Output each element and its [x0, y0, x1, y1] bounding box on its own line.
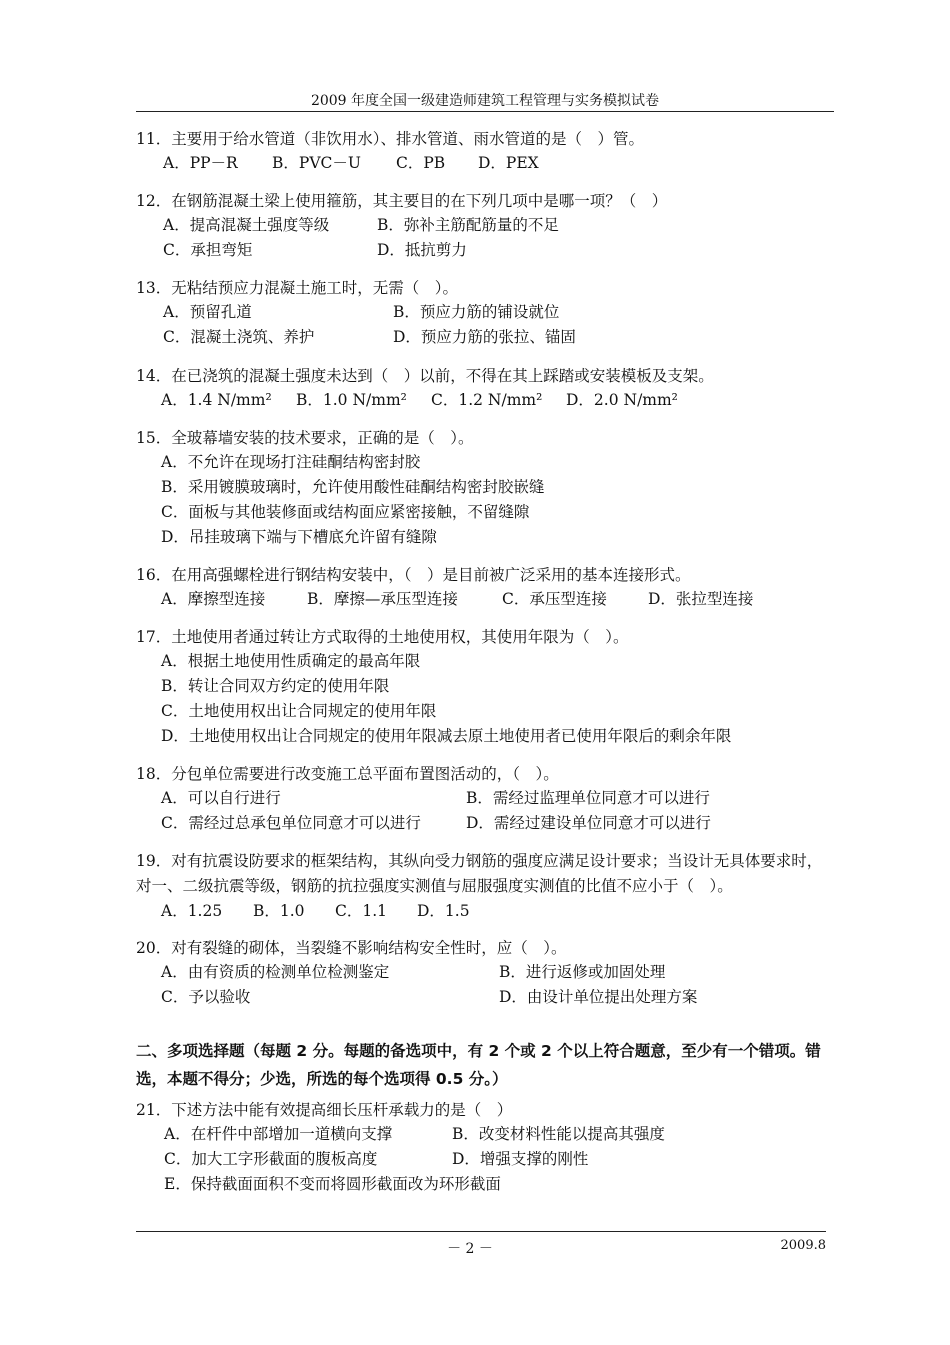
option-c: C．PB — [396, 154, 446, 172]
question-stem — [136, 426, 836, 450]
question-text: 在钢筋混凝土梁上使用箍筋，其主要目的在下列几项中是哪一项？（ ） — [171, 192, 668, 210]
option-a: A．可以自行进行 — [161, 789, 281, 807]
option-a: A．PP－R — [163, 154, 238, 172]
question-number: 11． — [136, 130, 172, 148]
question-stem — [136, 563, 836, 587]
option-c: C．需经过总承包单位同意才可以进行 — [161, 814, 421, 832]
option-a: A．不允许在现场打注硅酮结构密封胶 — [161, 453, 421, 471]
option-c: C．承压型连接 — [502, 590, 607, 608]
question-stem — [136, 625, 836, 649]
question-stem — [136, 762, 836, 786]
options-row — [136, 587, 836, 612]
options-row — [136, 960, 836, 985]
option-d: D．由设计单位提出处理方案 — [499, 988, 698, 1006]
page-header-title: 2009 年度全国一级建造师建筑工程管理与实务模拟试卷 — [310, 93, 660, 109]
question-16 — [136, 563, 836, 612]
option-b: B．1.0 N/mm² — [296, 391, 407, 409]
question-number: 20． — [136, 939, 172, 957]
option-a: A．1.4 N/mm² — [161, 391, 272, 409]
option-a: A．由有资质的检测单位检测鉴定 — [161, 963, 390, 981]
question-stem — [136, 1098, 836, 1122]
options-row — [136, 811, 836, 836]
question-text: 全玻幕墙安装的技术要求，正确的是（ ）。 — [171, 429, 474, 447]
question-number: 12． — [136, 192, 172, 210]
options-row — [136, 151, 836, 176]
option-a: A．根据土地使用性质确定的最高年限 — [161, 652, 421, 670]
option-c: C．1.2 N/mm² — [431, 391, 543, 409]
footer-date: 2009.8 — [780, 1238, 826, 1253]
question-17 — [136, 625, 836, 749]
options-row — [136, 786, 836, 811]
option-a: A．提高混凝土强度等级 — [163, 216, 330, 234]
option-a: A．预留孔道 — [163, 303, 252, 321]
option-d: D．1.5 — [417, 902, 470, 920]
question-number: 17． — [136, 628, 172, 646]
question-14 — [136, 364, 836, 413]
question-stem — [136, 276, 836, 300]
option-a: A．1.25 — [161, 902, 223, 920]
option-b: B．进行返修或加固处理 — [499, 963, 666, 981]
option-e: E．保持截面面积不变而将圆形截面改为环形截面 — [164, 1175, 501, 1193]
option-c: C．1.1 — [335, 902, 388, 920]
question-12 — [136, 189, 836, 263]
option-d: D．需经过建设单位同意才可以进行 — [466, 814, 711, 832]
question-text: 土地使用者通过转让方式取得的土地使用权，其使用年限为（ ）。 — [171, 628, 629, 646]
options-row — [136, 213, 836, 238]
option-d: D．抵抗剪力 — [377, 241, 467, 259]
option-d: D．土地使用权出让合同规定的使用年限减去原土地使用者已使用年限后的剩余年限 — [161, 727, 732, 745]
option-d: D．吊挂玻璃下端与下槽底允许留有缝隙 — [161, 528, 437, 546]
options-row — [136, 325, 836, 350]
options-row — [136, 1147, 836, 1172]
section-heading-multiple-choice: 二、多项选择题（每题 2 分。每题的备选项中，有 2 个或 2 个以上符合题意，至少有一个错项。错选，本题不得分；少选，所选的每个选项得 0.5 分。） — [136, 1042, 821, 1088]
question-stem — [136, 127, 836, 151]
option-a: A．摩擦型连接 — [161, 590, 266, 608]
option-b: B．采用镀膜玻璃时，允许使用酸性硅酮结构密封胶嵌缝 — [161, 478, 545, 496]
option-a: A．在杆件中部增加一道横向支撑 — [164, 1125, 393, 1143]
options-row — [136, 300, 836, 325]
option-c: C．土地使用权出让合同规定的使用年限 — [161, 702, 437, 720]
question-text: 主要用于给水管道（非饮用水）、排水管道、雨水管道的是（ ）管。 — [171, 130, 644, 148]
question-text: 对有裂缝的砌体，当裂缝不影响结构安全性时，应（ ）。 — [171, 939, 567, 957]
question-text: 在已浇筑的混凝土强度未达到（ ）以前，不得在其上踩踏或安装模板及支架。 — [171, 367, 714, 385]
question-18 — [136, 762, 836, 836]
option-b: B．需经过监理单位同意才可以进行 — [466, 789, 710, 807]
question-stem — [136, 364, 836, 388]
option-d: D．张拉型连接 — [648, 590, 754, 608]
question-19 — [136, 849, 836, 924]
question-15 — [136, 426, 836, 550]
option-b: B．1.0 — [253, 902, 305, 920]
question-number: 19． — [136, 852, 172, 870]
option-c: C．面板与其他装修面或结构面应紧密接触，不留缝隙 — [161, 503, 530, 521]
option-b: B．摩擦—承压型连接 — [307, 590, 458, 608]
option-c: C．承担弯矩 — [163, 241, 253, 259]
question-number: 15． — [136, 429, 172, 447]
options-row — [136, 1122, 836, 1147]
option-d: D．增强支撑的刚性 — [452, 1150, 589, 1168]
question-11 — [136, 127, 836, 176]
question-13 — [136, 276, 836, 350]
option-b: B．弥补主筋配筋量的不足 — [377, 216, 559, 234]
header-rule — [136, 111, 834, 112]
option-c: C．予以验收 — [161, 988, 251, 1006]
options-row — [136, 985, 836, 1010]
question-stem — [136, 189, 836, 213]
options-row — [136, 238, 836, 263]
question-stem — [136, 936, 836, 960]
question-number: 16． — [136, 566, 172, 584]
footer-rule — [136, 1231, 826, 1232]
question-text: 下述方法中能有效提高细长压杆承载力的是（ ） — [171, 1101, 513, 1119]
question-stem — [136, 849, 836, 899]
question-text: 无粘结预应力混凝土施工时，无需（ ）。 — [171, 279, 458, 297]
option-d: D．PEX — [478, 154, 539, 172]
options-row — [136, 1172, 836, 1197]
option-d: D．2.0 N/mm² — [566, 391, 678, 409]
option-c: C．混凝土浇筑、养护 — [163, 328, 315, 346]
question-number: 21． — [136, 1101, 172, 1119]
page-number: － 2 － — [447, 1241, 493, 1257]
option-b: B．改变材料性能以提高其强度 — [452, 1125, 665, 1143]
option-c: C．加大工字形截面的腹板高度 — [164, 1150, 378, 1168]
option-b: B．PVC－U — [272, 154, 361, 172]
question-21 — [136, 1098, 836, 1197]
option-b: B．预应力筋的铺设就位 — [393, 303, 560, 321]
question-20 — [136, 936, 836, 1010]
question-number: 14． — [136, 367, 172, 385]
option-d: D．预应力筋的张拉、锚固 — [393, 328, 576, 346]
question-number: 13． — [136, 279, 172, 297]
question-text: 分包单位需要进行改变施工总平面布置图活动的，（ ）。 — [171, 765, 559, 783]
question-text: 在用高强螺栓进行钢结构安装中，（ ）是目前被广泛采用的基本连接形式。 — [171, 566, 691, 584]
option-b: B．转让合同双方约定的使用年限 — [161, 677, 390, 695]
options-row — [136, 388, 836, 413]
question-number: 18． — [136, 765, 172, 783]
question-text: 对有抗震设防要求的框架结构，其纵向受力钢筋的强度应满足设计要求；当设计无具体要求时，对一、二级抗震等级，钢筋的抗拉强度实测值与屈服强度实测值的比值不应小于（ ）。 — [136, 852, 823, 895]
options-row — [136, 899, 836, 924]
